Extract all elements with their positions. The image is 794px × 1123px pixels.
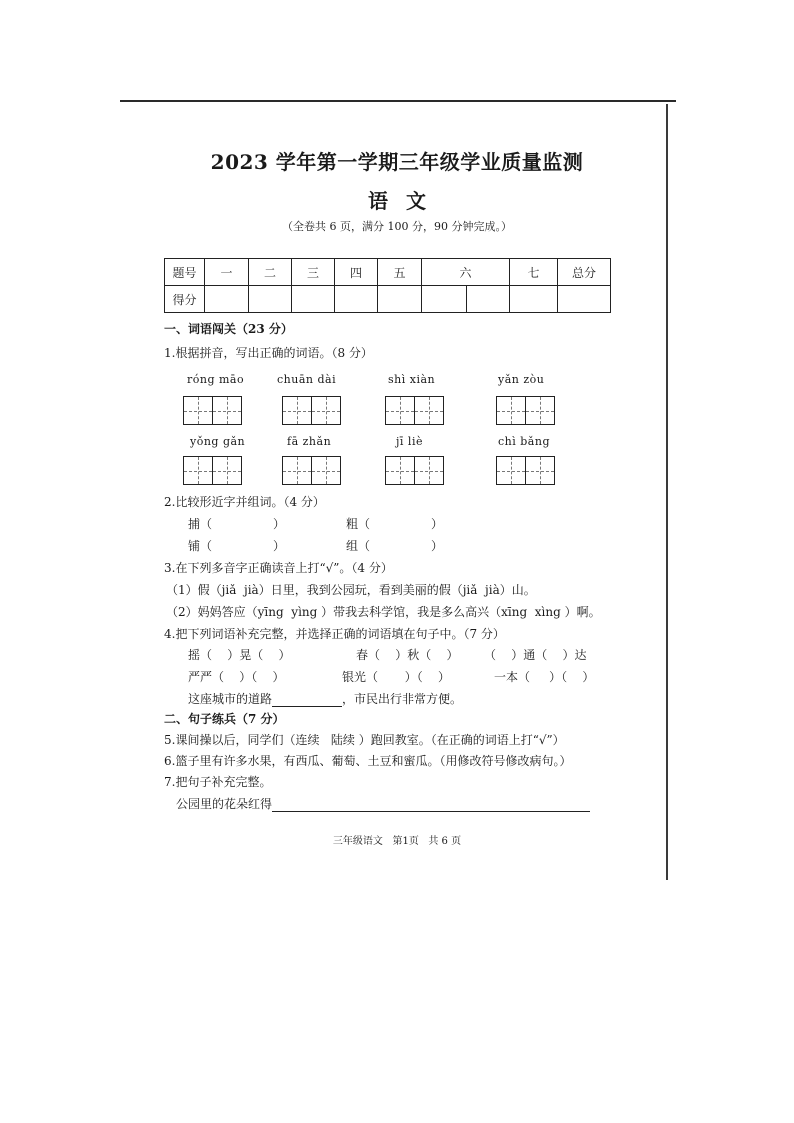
- pinyin-label: shì xiàn: [388, 373, 436, 386]
- score-input-cell[interactable]: [205, 286, 249, 313]
- tianzige-box[interactable]: [183, 456, 242, 485]
- q4-item: 严严（ ）（ ）: [188, 670, 285, 684]
- tianzige-box[interactable]: [282, 396, 341, 425]
- subject-title: 语文: [368, 189, 444, 213]
- pinyin-label: fā zhǎn: [287, 435, 332, 448]
- q4-item: （ ）通（ ）达: [484, 648, 587, 662]
- pinyin-label: chuān dài: [277, 373, 337, 386]
- score-header-cell: 五: [378, 259, 422, 286]
- q7-sentence: [176, 795, 590, 812]
- score-header-cell: 六: [422, 259, 510, 286]
- tianzige-box[interactable]: [282, 456, 341, 485]
- tianzige-box[interactable]: [496, 456, 555, 485]
- score-header-cell: 一: [205, 259, 249, 286]
- pinyin-label: jī liè: [396, 435, 423, 448]
- q4-sentence-start: 这座城市的道路: [188, 692, 273, 706]
- score-input-cell[interactable]: [558, 286, 611, 313]
- q2-item: 粗（ ）: [346, 517, 444, 531]
- q7-text: 7.把句子补充完整。: [164, 775, 272, 789]
- pinyin-label: yǒng gǎn: [190, 435, 246, 448]
- score-header-row: [165, 259, 611, 286]
- section1-heading: 一、词语闯关（23 分）: [164, 322, 293, 336]
- q7-answer-blank[interactable]: [272, 797, 590, 812]
- score-header-cell: 七: [510, 259, 558, 286]
- score-input-cell[interactable]: [292, 286, 335, 313]
- q2-prompt: 2.比较形近字并组词。（4 分）: [164, 495, 325, 509]
- q4-item: 摇（ ）晃（ ）: [188, 648, 291, 662]
- score-header-cell: 四: [335, 259, 378, 286]
- q4-prompt: 4.把下列词语补充完整，并选择正确的词语填在句子中。（7 分）: [164, 627, 505, 641]
- tianzige-box[interactable]: [183, 396, 242, 425]
- pinyin-label: róng māo: [187, 373, 245, 386]
- q1-prompt: 1.根据拼音，写出正确的词语。（8 分）: [164, 346, 373, 360]
- q5-text: 5.课间操以后，同学们（连续 陆续 ）跑回教室。（在正确的词语上打“√”）: [164, 733, 565, 747]
- score-header-cell: 题号: [165, 259, 205, 286]
- tianzige-box[interactable]: [496, 396, 555, 425]
- exam-note: （全卷共 6 页，满分 100 分，90 分钟完成。）: [282, 220, 512, 233]
- top-rule: [120, 100, 676, 102]
- pinyin-label: chì bǎng: [498, 435, 550, 448]
- tianzige-box[interactable]: [385, 396, 444, 425]
- score-input-cell[interactable]: [510, 286, 558, 313]
- pinyin-label: yǎn zòu: [498, 373, 545, 386]
- score-header-cell: 二: [249, 259, 292, 286]
- q2-item: 组（ ）: [346, 539, 444, 553]
- exam-title: 2023 学年第一学期三年级学业质量监测: [210, 150, 584, 174]
- tianzige-box[interactable]: [385, 456, 444, 485]
- score-table: [164, 258, 611, 313]
- score-header-cell: 总分: [558, 259, 611, 286]
- score-input-cell-split[interactable]: [422, 286, 510, 313]
- score-input-cell[interactable]: [249, 286, 292, 313]
- q3-sentence-1: （1）假（jiǎ jià）日里，我到公园玩，看到美丽的假（jiǎ jià）山。: [166, 583, 536, 597]
- score-header-cell: 三: [292, 259, 335, 286]
- score-row-label: 得分: [165, 286, 205, 313]
- score-value-row: [165, 286, 611, 313]
- q4-sentence: [188, 690, 462, 707]
- section2-heading: 二、句子练兵（7 分）: [164, 712, 285, 726]
- q3-prompt: 3.在下列多音字正确读音上打“√”。（4 分）: [164, 561, 393, 575]
- q4-sentence-end: ，市民出行非常方便。: [342, 692, 463, 706]
- q4-item: 银光（ ）（ ）: [342, 670, 450, 684]
- q7-sentence-start: 公园里的花朵红得: [176, 797, 273, 811]
- page-footer: 三年级语文 第1页 共 6 页: [332, 836, 462, 847]
- score-input-cell[interactable]: [335, 286, 378, 313]
- score-input-cell[interactable]: [378, 286, 422, 313]
- q4-item: 一本（ ）（ ）: [494, 670, 595, 684]
- q2-item: 铺（ ）: [188, 539, 286, 553]
- q4-item: 春（ ）秋（ ）: [356, 648, 459, 662]
- q6-text: 6.篮子里有许多水果，有西瓜、葡萄、土豆和蜜瓜。（用修改符号修改病句。）: [164, 754, 572, 768]
- q2-item: 捕（ ）: [188, 517, 286, 531]
- q3-sentence-2: （2）妈妈答应（yīng yìng ）带我去科学馆，我是多么高兴（xīng xìng ）啊。: [166, 605, 601, 619]
- q4-answer-blank[interactable]: [272, 692, 342, 707]
